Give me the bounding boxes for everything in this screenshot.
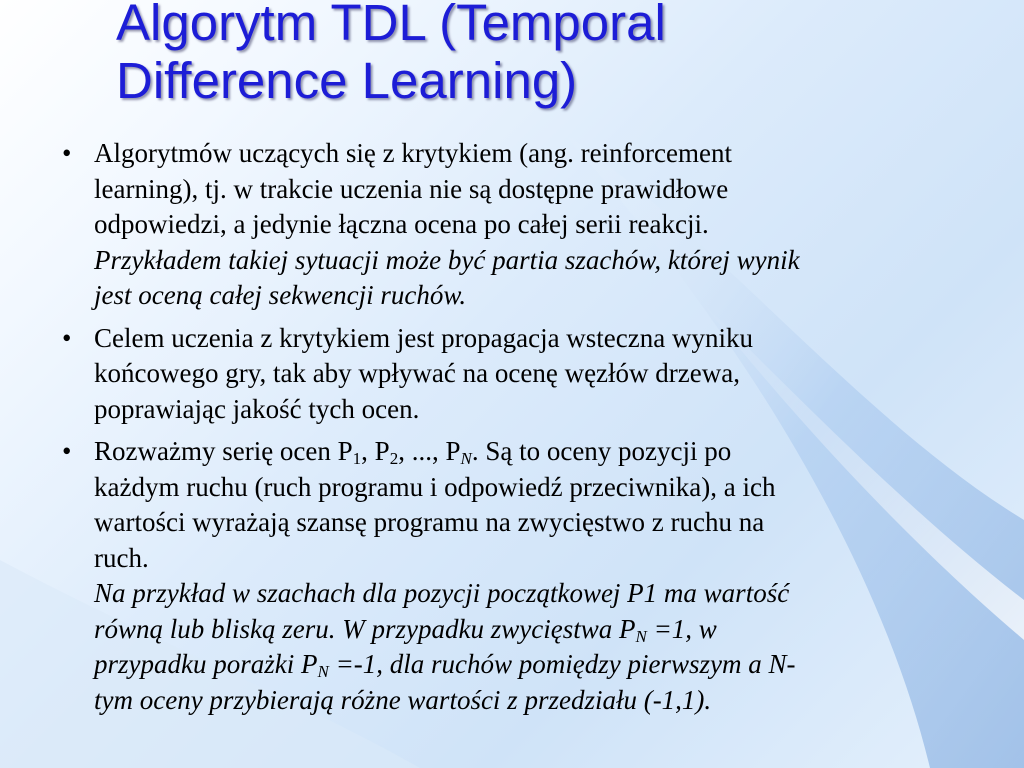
text-run: Rozważmy serię ocen P [94,436,353,466]
bullet-example-line: tym oceny przybierają różne wartości z przedziału (-1,1). [94,684,712,715]
text-run: =-1, dla ruchów pomiędzy pierwszym a N- [328,649,796,679]
bullet-marker: • [62,322,72,353]
slide-title [116,0,996,110]
bullet-example-line: Przykładem takiej sytuacji może być partia szachów, której wynik [94,244,800,275]
text-run: , ..., P [398,436,461,466]
bullet-item-2 [58,321,1008,428]
text-run: . Są to oceny pozycji po [471,436,732,466]
bullet-example-line: Na przykład w szachach dla pozycji początkowej P1 ma wartość [94,578,790,608]
bullet-text-line: ruch. [94,542,149,573]
bullet-text-line: learning), tj. w trakcie uczenia nie są dostępne prawidłowe [94,173,729,204]
bullet-list [58,136,1008,725]
bullet-example-line [94,647,1008,683]
bullet-text-line: wartości wyrażają szansę programu na zwycięstwo z ruchu na [94,507,765,537]
bullet-item-3 [58,434,1008,718]
bullet-example-line: jest oceną całej sekwencji ruchów. [94,280,467,310]
bullet-text-line: Algorytmów uczących się z krytykiem (ang. reinforcement [94,138,733,168]
bullet-text-line: poprawiając jakość tych ocen. [94,393,420,424]
text-run: , P [361,436,390,466]
bullet-example-line [94,612,1008,648]
bullet-marker: • [62,436,72,466]
subscript: 2 [389,449,399,468]
slide-title-line-1: Algorytm TDL (Temporal [116,0,666,51]
subscript: N [635,626,647,646]
subscript: N [460,449,472,468]
text-run: równą lub bliską zeru. W przypadku zwycięstwa P [94,613,636,644]
text-run: przypadku porażki P [94,649,318,679]
bullet-marker: • [62,138,72,168]
subscript: 1 [352,449,362,468]
subscript: N [317,662,329,681]
bullet-item-1 [58,136,1008,314]
slide-title-line-2: Difference Learning) [116,52,578,109]
bullet-text-line: końcowego gry, tak aby wpływać na ocenę węzłów drzewa, [94,358,740,388]
bullet-text-line: każdym ruchu (ruch programu i odpowiedź przeciwnika), a ich [94,471,776,502]
bullet-text-line: Celem uczenia z krytykiem jest propagacja wsteczna wyniku [94,322,753,353]
bullet-text-line: odpowiedzi, a jedynie łączna ocena po całej serii reakcji. [94,209,709,239]
bullet-text-line [94,434,1008,470]
text-run: =1, w [646,613,717,644]
